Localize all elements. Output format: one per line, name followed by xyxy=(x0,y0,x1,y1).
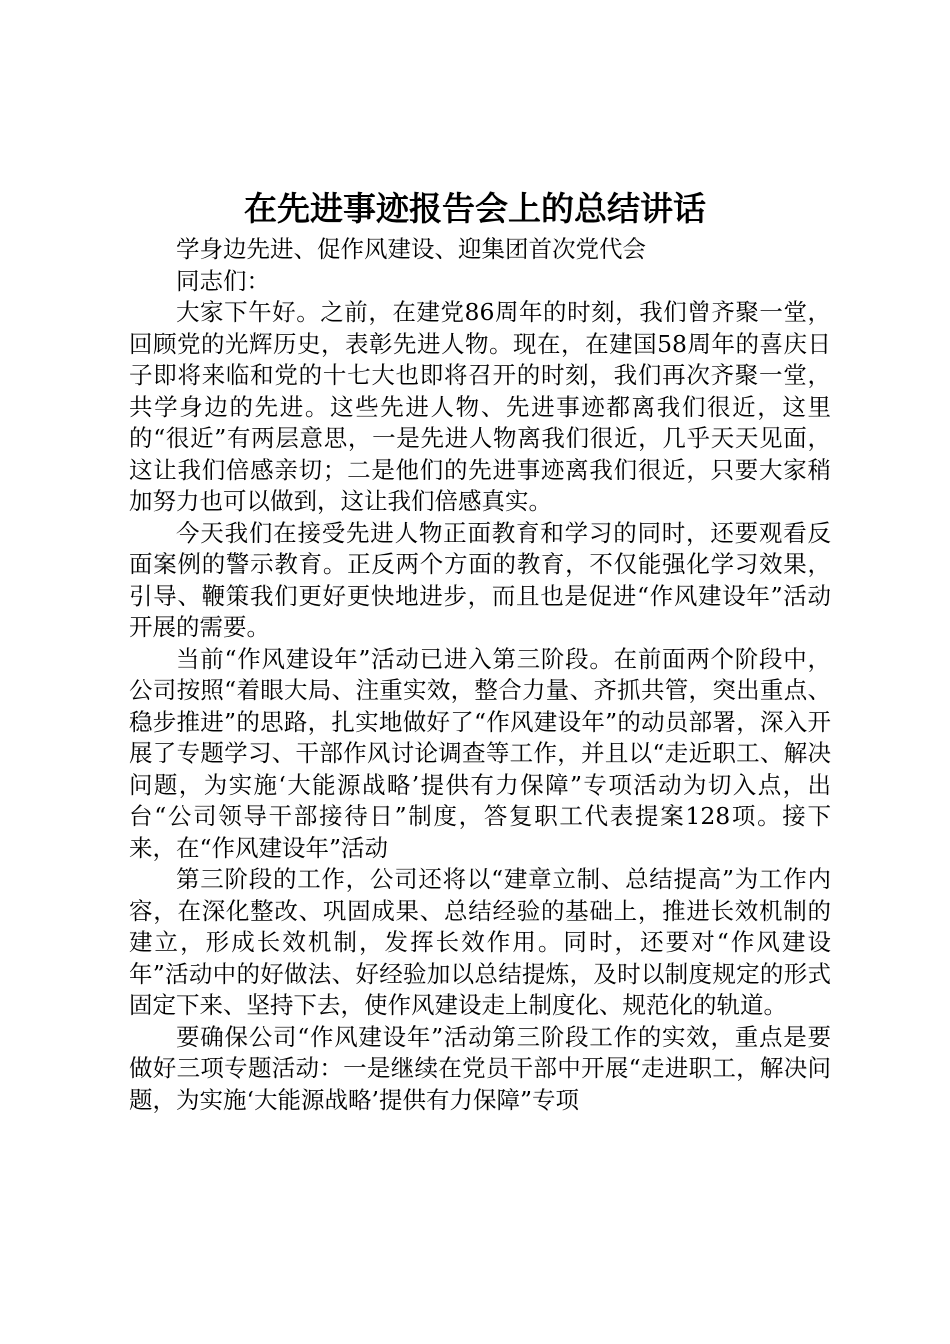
paragraph: 第三阶段的工作，公司还将以“建章立制、总结提高”为工作内容，在深化整改、巩固成果、总结经验的基础上，推进长效机制的建立，形成长效机制，发挥长效作用。同时，还要对“作风建设年”活动中的好做法、好经验加以总结提炼，及时以制度规定的形式固定下来、坚持下去，使作风建设走上制度化、规范化的轨道。 xyxy=(129,865,831,1019)
document-greeting: 同志们： xyxy=(176,266,270,295)
paragraph: 大家下午好。之前，在建党86周年的时刻，我们曾齐聚一堂，回顾党的光辉历史，表彰先进人物。现在，在建国58周年的喜庆日子即将来临和党的十七大也即将召开的时刻，我们再次齐聚一堂，共学身边的先进。这些先进人物、先进事迹都离我们很近，这里的“很近”有两层意思，一是先进人物离我们很近，几乎天天见面，这让我们倍感亲切；二是他们的先进事迹离我们很近，只要大家稍加努力也可以做到，这让我们倍感真实。 xyxy=(129,298,831,515)
paragraph: 要确保公司“作风建设年”活动第三阶段工作的实效，重点是要做好三项专题活动：一是继续在党员干部中开展“走进职工，解决问题，为实施‘大能源战略’提供有力保障”专项 xyxy=(129,1022,831,1114)
paragraph: 今天我们在接受先进人物正面教育和学习的同时，还要观看反面案例的警示教育。正反两个方面的教育，不仅能强化学习效果，引导、鞭策我们更好更快地进步，而且也是促进“作风建设年”活动开展的需要。 xyxy=(129,518,831,641)
document-title: 在先进事迹报告会上的总结讲话 xyxy=(244,189,706,228)
paragraph: 当前“作风建设年”活动已进入第三阶段。在前面两个阶段中，公司按照“着眼大局、注重实效，整合力量、齐抓共管，突出重点、稳步推进”的思路，扎实地做好了“作风建设年”的动员部署，深入开展了专题学习、干部作风讨论调查等工作，并且以“走近职工、解决问题，为实施‘大能源战略’提供有力保障”专项活动为切入点，出台“公司领导干部接待日”制度，答复职工代表提案128项。接下来，在“作风建设年”活动 xyxy=(129,644,831,862)
document-body xyxy=(129,234,831,1116)
document-subtitle: 学身边先进、促作风建设、迎集团首次党代会 xyxy=(176,235,646,263)
